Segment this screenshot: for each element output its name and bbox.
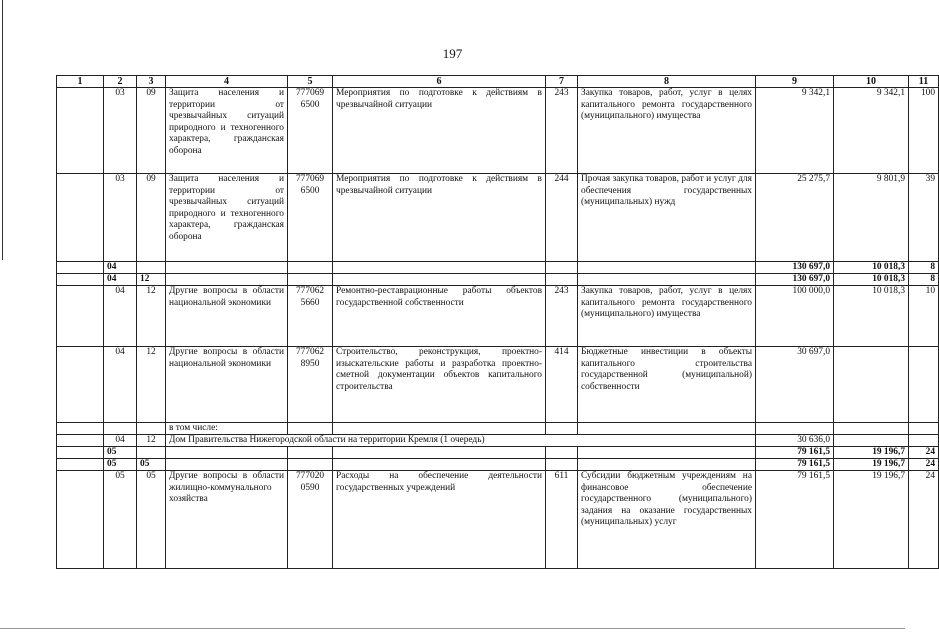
- empty-cell: [57, 286, 104, 347]
- empty-cell: [834, 435, 909, 447]
- subsection-code: 05: [137, 459, 166, 471]
- expense-type-code: 243: [546, 286, 578, 347]
- empty-cell: [909, 423, 939, 435]
- subsection-code: 12: [137, 274, 166, 286]
- percent-value: 8: [909, 262, 939, 274]
- empty-cell: [57, 174, 104, 262]
- section-code: 05: [104, 459, 137, 471]
- table-row: [57, 471, 939, 569]
- target-article-name: Ремонтно-реставрационные работы объектов государственной собственности: [333, 286, 546, 347]
- empty-cell: [333, 274, 546, 286]
- empty-cell: [57, 88, 104, 174]
- empty-cell: [546, 274, 578, 286]
- empty-cell: [166, 447, 288, 459]
- subsection-total-row: [57, 274, 939, 286]
- section-code: 04: [104, 347, 137, 423]
- table-row: [57, 88, 939, 174]
- column-header: 8: [578, 76, 756, 88]
- section-code: 04: [104, 286, 137, 347]
- empty-cell: [333, 262, 546, 274]
- actual-amount: 9 801,9: [834, 174, 909, 262]
- table-row: [57, 174, 939, 262]
- empty-cell: [57, 347, 104, 423]
- budget-table: [56, 75, 939, 569]
- percent-value: 8: [909, 274, 939, 286]
- section-code: 03: [104, 174, 137, 262]
- expense-type-code: 414: [546, 347, 578, 423]
- plan-amount: 30 636,0: [756, 435, 834, 447]
- empty-cell: [546, 459, 578, 471]
- empty-cell: [546, 423, 578, 435]
- empty-cell: [57, 423, 104, 435]
- target-article: 777062 5660: [288, 286, 333, 347]
- plan-amount: 130 697,0: [756, 274, 834, 286]
- plan-amount: 79 161,5: [756, 447, 834, 459]
- empty-cell: [57, 471, 104, 569]
- section-code: 04: [104, 274, 137, 286]
- expense-type-code: 244: [546, 174, 578, 262]
- plan-amount: 79 161,5: [756, 471, 834, 569]
- target-article-name: Мероприятия по подготовке к действиям в чрезвычайной ситуации: [333, 88, 546, 174]
- scan-edge-line: [0, 628, 905, 629]
- empty-cell: [288, 447, 333, 459]
- table-header-row: [57, 76, 939, 88]
- target-article: 777062 8950: [288, 347, 333, 423]
- target-article-name: Строительство, реконструкция, проектно-изыскательские работы и разработка проектно-сметной документации объектов капитального строительства: [333, 347, 546, 423]
- empty-cell: [333, 447, 546, 459]
- section-name: Защита населения и территории от чрезвычайных ситуаций природного и техногенного характера, гражданская оборона: [166, 88, 288, 174]
- empty-cell: [578, 262, 756, 274]
- expense-type-name: Закупка товаров, работ, услуг в целях капитального ремонта государственного (муниципального) имущества: [578, 286, 756, 347]
- section-code: 03: [104, 88, 137, 174]
- empty-cell: [578, 459, 756, 471]
- section-name: Другие вопросы в области жилищно-коммунального хозяйства: [166, 471, 288, 569]
- scan-edge-line: [2, 0, 3, 260]
- target-article-name: Расходы на обеспечение деятельности государственных учреждений: [333, 471, 546, 569]
- empty-cell: [288, 262, 333, 274]
- empty-cell: [578, 274, 756, 286]
- empty-cell: [333, 459, 546, 471]
- empty-cell: [333, 423, 546, 435]
- plan-amount: 9 342,1: [756, 88, 834, 174]
- empty-cell: [288, 274, 333, 286]
- empty-cell: [578, 447, 756, 459]
- percent-value: 24: [909, 447, 939, 459]
- actual-amount: [834, 347, 909, 423]
- subsection-code: 12: [137, 347, 166, 423]
- empty-cell: [57, 447, 104, 459]
- target-article: 777069 6500: [288, 174, 333, 262]
- section-code: 05: [104, 447, 137, 459]
- expense-type-name: Субсидии бюджетным учреждениям на финансовое обеспечение государственного (муниципального) задания на оказание государственных (муниципальных) услуг: [578, 471, 756, 569]
- object-name: Дом Правительства Нижегородской области на территории Кремля (1 очередь): [166, 435, 756, 447]
- subsection-code: 09: [137, 174, 166, 262]
- percent-value: 24: [909, 459, 939, 471]
- actual-amount: 10 018,3: [834, 274, 909, 286]
- column-header: 5: [288, 76, 333, 88]
- expense-type-name: Прочая закупка товаров, работ и услуг для обеспечения государственных (муниципальных) нужд: [578, 174, 756, 262]
- expense-type-name: Бюджетные инвестиции в объекты капитального строительства государственной (муниципальной) собственности: [578, 347, 756, 423]
- empty-cell: [288, 423, 333, 435]
- section-total-row: [57, 262, 939, 274]
- subsection-code: 12: [137, 435, 166, 447]
- section-total-row: [57, 447, 939, 459]
- empty-cell: [546, 447, 578, 459]
- actual-amount: 19 196,7: [834, 459, 909, 471]
- percent-value: 10: [909, 286, 939, 347]
- plan-amount: 100 000,0: [756, 286, 834, 347]
- section-name: Другие вопросы в области национальной экономики: [166, 286, 288, 347]
- empty-cell: [166, 262, 288, 274]
- percent-value: 24: [909, 471, 939, 569]
- table-row: [57, 286, 939, 347]
- actual-amount: 19 196,7: [834, 447, 909, 459]
- plan-amount: 30 697,0: [756, 347, 834, 423]
- actual-amount: 19 196,7: [834, 471, 909, 569]
- empty-cell: [57, 435, 104, 447]
- empty-cell: [137, 262, 166, 274]
- column-header: 2: [104, 76, 137, 88]
- target-article: 777020 0590: [288, 471, 333, 569]
- empty-cell: [578, 423, 756, 435]
- empty-cell: [756, 423, 834, 435]
- empty-cell: [57, 274, 104, 286]
- subsection-code: 12: [137, 286, 166, 347]
- empty-cell: [104, 423, 137, 435]
- expense-type-name: Закупка товаров, работ, услуг в целях капитального ремонта государственного (муниципального) имущества: [578, 88, 756, 174]
- including-label: в том числе:: [166, 423, 288, 435]
- including-row: [57, 423, 939, 435]
- empty-cell: [137, 423, 166, 435]
- empty-cell: [166, 459, 288, 471]
- empty-cell: [288, 459, 333, 471]
- section-name: Другие вопросы в области национальной экономики: [166, 347, 288, 423]
- column-header: 4: [166, 76, 288, 88]
- plan-amount: 130 697,0: [756, 262, 834, 274]
- target-article-name: Мероприятия по подготовке к действиям в чрезвычайной ситуации: [333, 174, 546, 262]
- section-name: Защита населения и территории от чрезвычайных ситуаций природного и техногенного характера, гражданская оборона: [166, 174, 288, 262]
- column-header: 3: [137, 76, 166, 88]
- column-header: 7: [546, 76, 578, 88]
- plan-amount: 25 275,7: [756, 174, 834, 262]
- section-code: 04: [104, 262, 137, 274]
- column-header: 9: [756, 76, 834, 88]
- percent-value: 100: [909, 88, 939, 174]
- section-code: 04: [104, 435, 137, 447]
- subsection-total-row: [57, 459, 939, 471]
- object-row: [57, 435, 939, 447]
- empty-cell: [57, 459, 104, 471]
- empty-cell: [834, 423, 909, 435]
- percent-value: [909, 347, 939, 423]
- expense-type-code: 611: [546, 471, 578, 569]
- column-header: 11: [909, 76, 939, 88]
- expense-type-code: 243: [546, 88, 578, 174]
- page-number: 197: [442, 46, 463, 61]
- empty-cell: [166, 274, 288, 286]
- target-article: 777069 6500: [288, 88, 333, 174]
- actual-amount: 9 342,1: [834, 88, 909, 174]
- actual-amount: 10 018,3: [834, 286, 909, 347]
- column-header: 6: [333, 76, 546, 88]
- empty-cell: [909, 435, 939, 447]
- column-header: 1: [57, 76, 104, 88]
- actual-amount: 10 018,3: [834, 262, 909, 274]
- plan-amount: 79 161,5: [756, 459, 834, 471]
- empty-cell: [57, 262, 104, 274]
- empty-cell: [137, 447, 166, 459]
- section-code: 05: [104, 471, 137, 569]
- table-row: [57, 347, 939, 423]
- subsection-code: 05: [137, 471, 166, 569]
- subsection-code: 09: [137, 88, 166, 174]
- percent-value: 39: [909, 174, 939, 262]
- empty-cell: [546, 262, 578, 274]
- column-header: 10: [834, 76, 909, 88]
